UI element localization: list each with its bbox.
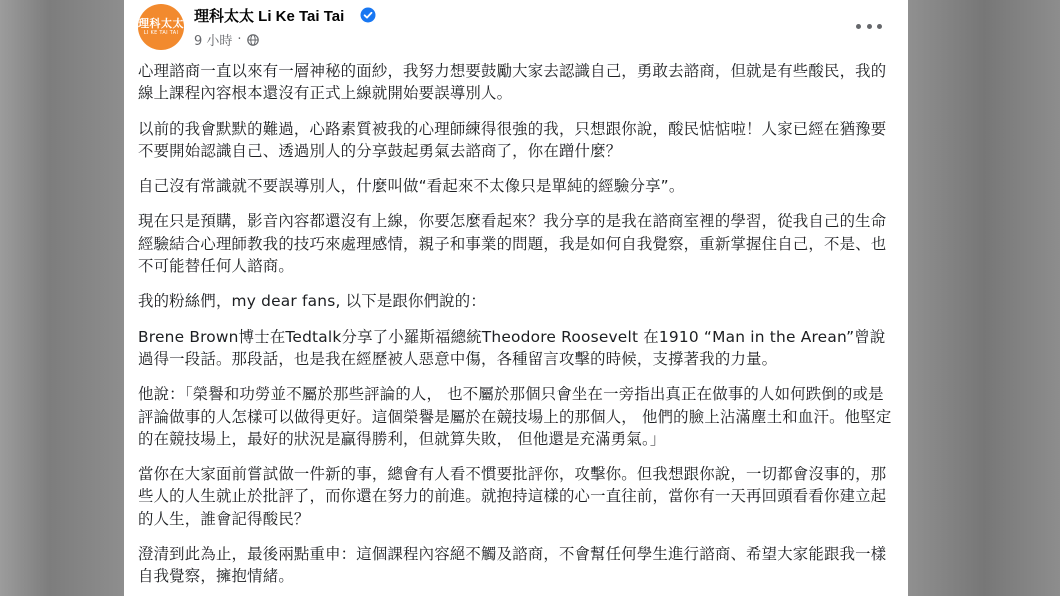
post-paragraph: 自己沒有常識就不要誤導別人，什麼叫做“看起來不太像只是單純的經驗分享”。 [138, 177, 685, 196]
globe-icon[interactable] [247, 34, 259, 46]
post-paragraph: 澄清到此為止，最後兩點重申：這個課程內容絕不觸及諮商，不會幫任何學生進行諮商、希望大家能跟我一樣自我覺察，擁抱情緒。 [138, 545, 887, 586]
post-timestamp[interactable]: 9 小時 [194, 34, 233, 49]
post-paragraph: 當你在大家面前嘗試做一件新的事，總會有人看不慣要批評你，攻擊你。但我想跟你說，一切都會沒事的，那些人的人生就止於批評了，而你還在努力的前進。就抱持這樣的心一直往前，當你有一天再回頭看看你建立起的人生，誰會記得酸民？ [138, 465, 887, 528]
post-paragraph: Brene Brown博士在Tedtalk分享了小羅斯福總統Theodore Roosevelt 在1910 “Man in the Arean”曾說過得一段話。那段話，也是我在經歷被人惡意中傷，各種留言攻擊的時候，支撐著我的力量。 [138, 327, 886, 368]
avatar-logo-subtext: LI KE TAI TAI [143, 29, 179, 36]
post-header [124, 0, 908, 56]
page-name-link[interactable]: 理科太太 Li Ke Tai Tai [194, 8, 345, 25]
post-meta [194, 30, 259, 49]
avatar-logo-text: 理科太太 [138, 16, 184, 30]
more-options-button[interactable] [856, 16, 882, 36]
meta-separator: · [237, 32, 242, 47]
post-paragraph: 他說：「榮譽和功勞並不屬於那些評論的人， 也不屬於那個只會坐在一旁指出真正在做事的人如何跌倒的或是評論做事的人怎樣可以做得更好。這個榮譽是屬於在競技場上的那個人， 他們的臉上沾滿塵土和血汗。他堅定的在競技場上，最好的狀況是贏得勝利，但就算失敗， 但他還是充滿勇氣。」 [138, 385, 892, 448]
more-options-icon [867, 24, 872, 29]
page-avatar[interactable] [138, 4, 184, 50]
post-paragraph: 現在只是預購，影音內容都還沒有上線，你要怎麼看起來？我分享的是我在諮商室裡的學習，從我自己的生命經驗結合心理師教我的技巧來處理感情，親子和事業的問題，我是如何自我覺察，重新掌握住自己，不是、也不可能替任何人諮商。 [138, 212, 887, 276]
more-options-icon [856, 24, 861, 29]
facebook-post [124, 0, 908, 596]
verified-badge-icon [360, 7, 376, 23]
more-options-icon [877, 24, 882, 29]
post-body [138, 60, 898, 596]
post-paragraph: 心理諮商一直以來有一層神秘的面紗，我努力想要鼓勵大家去認識自己，勇敢去諮商，但就是有些酸民，我的線上課程內容根本還沒有正式上線就開始要誤導別人。 [138, 62, 887, 103]
background-left [0, 0, 124, 596]
background-right [908, 0, 1060, 596]
post-paragraph: 以前的我會默默的難過，心路素質被我的心理師練得很強的我，只想跟你說，酸民惦惦啦！人家已經在猶豫要不要開始認識自己、透過別人的分享鼓起勇氣去諮商了，你在蹭什麼？ [138, 119, 887, 160]
post-paragraph: 我的粉絲們，my dear fans, 以下是跟你們說的： [138, 292, 486, 311]
